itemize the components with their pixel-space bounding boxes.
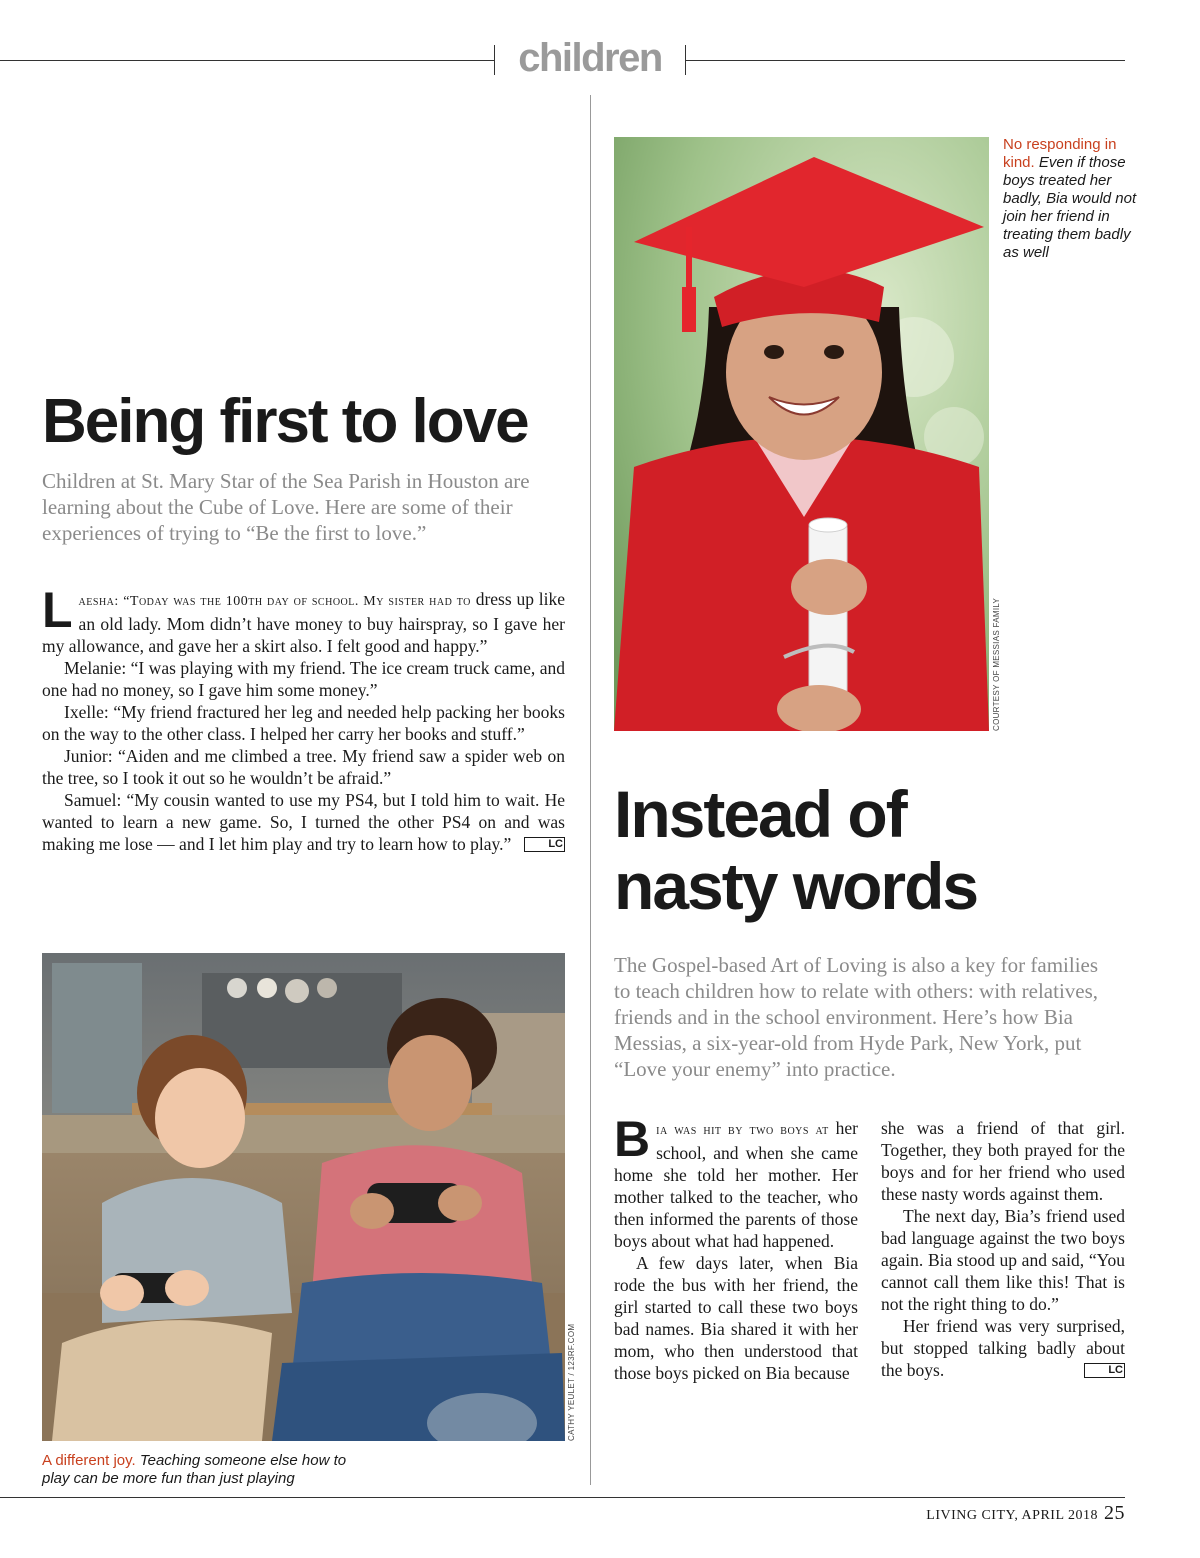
article2-headline-line1: Instead of [614, 777, 906, 851]
header-tick-left [494, 45, 495, 75]
photo-girl-caption-rest: Even if those boys treated her badly, Bia would not join her friend in treating them badly as well [1003, 154, 1137, 261]
article1-paragraph: Ixelle: “My friend fractured her leg and needed help packing her books on the way to the other class. I helped her carry her books and stuff.” [42, 702, 565, 744]
article2-headline [614, 778, 977, 922]
article1-lead-paragraph [42, 582, 565, 657]
photo-girl-caption [1003, 136, 1139, 262]
article1-lead-rest: dress up like an old lady. Mom didn’t have money to buy hairspray, so I gave her my allowance, and gave her a skirt also. I felt good and happy.” [42, 589, 565, 656]
article1-lead-smallcaps: aesha: “Today was the 100th day of school. My sister had to [78, 594, 471, 609]
article1-dropcap: L [42, 582, 73, 638]
header-rule-left [0, 60, 494, 61]
column-divider [590, 95, 591, 1485]
article2-lead-rest: her school, and when she came home she told her mother. Her mother talked to the teacher, who then informed the parents of those boys about what had happened. [614, 1118, 858, 1251]
page-number: 25 [1104, 1502, 1125, 1524]
article2-lead-smallcaps: ia was hit by two boys at [656, 1123, 829, 1138]
girl-graduation-illustration [614, 137, 989, 731]
article1-paragraph: Junior: “Aiden and me climbed a tree. My friend saw a spider web on the tree, so I took it out so he wouldn’t be afraid.” [42, 746, 565, 788]
photo-girl-caption-lead: No responding in kind. [1003, 136, 1117, 171]
lc-end-mark: LC [524, 837, 565, 852]
article2-dropcap: B [614, 1111, 651, 1167]
photo-boys-gaming [42, 953, 565, 1441]
section-title: children [518, 36, 662, 80]
publication-name: LIVING CITY, APRIL 2018 [926, 1508, 1098, 1523]
article2-lead-paragraph [614, 1111, 858, 1252]
page-folio [926, 1502, 1125, 1525]
article1-body [42, 582, 565, 855]
article1-paragraph: Melanie: “I was playing with my friend. The ice cream truck came, and one had no money, so I gave him some money.” [42, 658, 565, 700]
article2-column1 [614, 1111, 858, 1384]
article1-paragraph-text: Samuel: “My cousin wanted to use my PS4, but I told him to wait. He wanted to learn a new game. So, I turned the other PS4 on and was making me lose — and I let him play and try to learn how to play.” [42, 790, 565, 854]
photo-girl-graduation [614, 137, 989, 731]
article2-deck: The Gospel-based Art of Loving is also a key for families to teach children how to relate with others: with relatives, friends and in the school environment. Here’s how Bia Messias, a six-year-old from Hyde Park, New York, put “Love your enemy” into practice. [614, 953, 1099, 1081]
header-rule-right [685, 60, 1125, 61]
article2-paragraph-text: Her friend was very surprised, but stopped talking badly about the boys. [881, 1316, 1125, 1380]
lc-end-mark: LC [1084, 1363, 1125, 1378]
photo-girl-credit: COURTESY OF MESSIAS FAMILY [992, 597, 1001, 731]
boys-gaming-illustration [42, 953, 565, 1441]
article2-paragraph [881, 1315, 1125, 1381]
article1-headline: Being first to love [42, 387, 528, 456]
article1-paragraph [42, 789, 565, 855]
article2-paragraph: The next day, Bia’s friend used bad language against the two boys again. Bia stood up and said, “You cannot call them like this! That is not the right thing to do.” [881, 1206, 1125, 1314]
photo-boys-caption-lead: A different joy. [42, 1452, 136, 1469]
article2-paragraph: A few days later, when Bia rode the bus with her friend, the girl started to call these two boys bad names. Bia shared it with her mom, who then understood that those boys picked on Bia because [614, 1253, 858, 1383]
footer-rule [0, 1497, 1125, 1498]
article2-paragraph: she was a friend of that girl. Together, they both prayed for the boys and for her friend who used these nasty words against them. [881, 1118, 1125, 1204]
article2-headline-line2: nasty words [614, 849, 978, 923]
photo-boys-caption [42, 1452, 372, 1488]
photo-boys-caption-rest: Teaching someone else how to play can be more fun than just playing [42, 1452, 347, 1487]
article2-column2 [881, 1117, 1125, 1381]
article1-deck: Children at St. Mary Star of the Sea Parish in Houston are learning about the Cube of Love. Here are some of their experiences of trying to “Be the first to love.” [42, 469, 530, 545]
photo-boys-credit: CATHY YEULET / 123RF.COM [567, 1323, 576, 1441]
